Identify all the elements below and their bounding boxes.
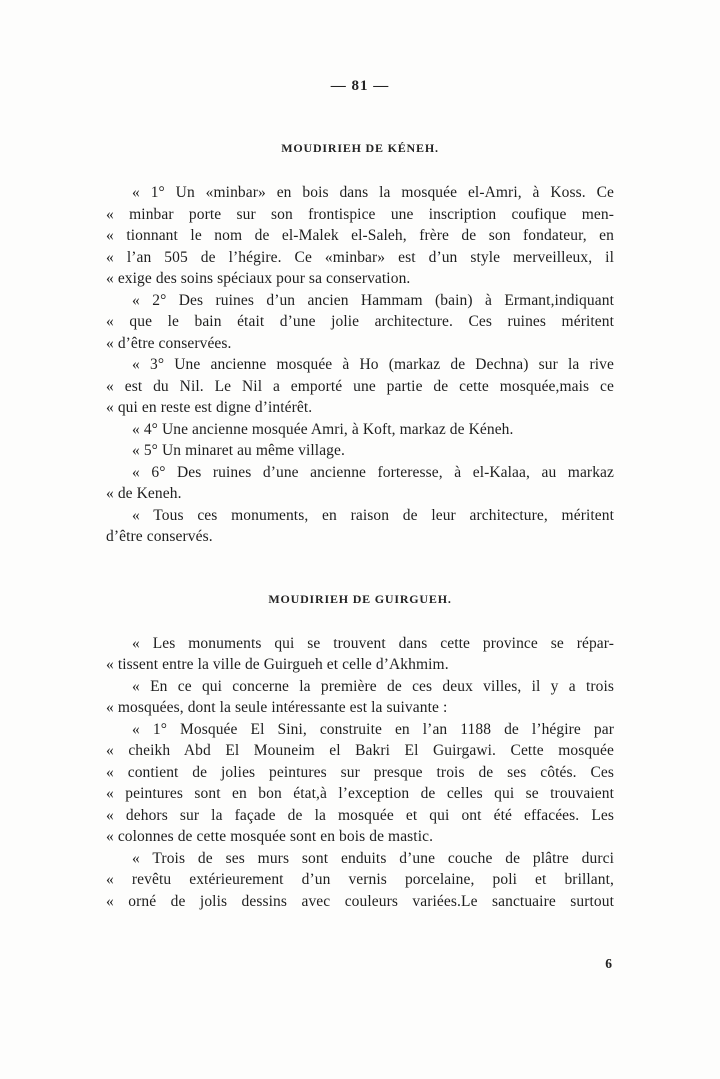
text-line: « tissent entre la ville de Guirgueh et celle d’Akhmim. (106, 656, 449, 673)
text-line: « d’être conservées. (106, 334, 232, 352)
text-line: « minbar porte sur son frontispice une inscription coufique men- (106, 205, 614, 223)
text-line: « l’an 505 de l’hégire. Ce «minbar» est d’un style merveilleux, il (106, 248, 614, 266)
text-line: « Trois de ses murs sont enduits d’une couche de plâtre durci (132, 849, 614, 867)
text-line: « tionnant le nom de el-Malek el-Saleh, frère de son fondateur, en (106, 227, 614, 244)
text-line: d’être conservés. (106, 528, 213, 545)
text-line: « cheikh Abd El Mouneim el Bakri El Guirgawi. Cette mosquée (106, 742, 614, 759)
section-heading: MOUDIRIEH DE KÉNEH. (281, 141, 439, 155)
text-line: « est du Nil. Le Nil a emporté une partie de cette mosquée,mais ce (106, 377, 614, 395)
section (106, 592, 614, 913)
text-line: « 5° Un minaret au même village. (132, 442, 345, 459)
text-line: « qui en reste est digne d’intérêt. (106, 399, 313, 416)
text-line: « 6° Des ruines d’une ancienne forteresse, à el-Kalaa, au markaz (132, 463, 614, 481)
text-line: « orné de jolis dessins avec couleurs variées.Le sanctuaire surtout (106, 892, 614, 910)
text-line: « 1° Un «minbar» en bois dans la mosquée el-Amri, à Koss. Ce (132, 184, 614, 201)
text-line: « colonnes de cette mosquée sont en bois de mastic. (106, 828, 434, 845)
text-line: « Tous ces monuments, en raison de leur architecture, méritent (132, 506, 614, 524)
sections (106, 141, 614, 912)
text-line: « 3° Une ancienne mosquée à Ho (markaz de Dechna) sur la rive (132, 356, 614, 373)
text-line: « 4° Une ancienne mosquée Amri, à Koft, markaz de Kéneh. (132, 420, 514, 438)
page-content (106, 78, 614, 972)
text-line: « revêtu extérieurement d’un vernis porcelaine, poli et brillant, (106, 871, 614, 888)
page-number: — 81 — (330, 78, 390, 94)
text-line: « exige des soins spéciaux pour sa conservation. (106, 270, 411, 287)
text-line: « 1° Mosquée El Sini, construite en l’an 1188 de l’hégire par (132, 720, 614, 738)
text-line: « En ce qui concerne la première de ces deux villes, il y a trois (132, 677, 614, 695)
signature-mark: 6 (605, 956, 612, 971)
text-line: « contient de jolies peintures sur presque trois de ses côtés. Ces (106, 763, 614, 781)
text-line: « peintures sont en bon état,à l’exception de celles qui se trouvaient (106, 785, 614, 802)
section-heading: MOUDIRIEH DE GUIRGUEH. (268, 591, 452, 606)
text-line: « 2° Des ruines d’un ancien Hammam (bain) à Ermant,indiquant (132, 291, 614, 309)
text-line: « de Keneh. (106, 485, 182, 502)
text-line: « mosquées, dont la seule intéressante est la suivante : (106, 699, 448, 716)
text-line: « que le bain était d’une jolie architecture. Ces ruines méritent (106, 313, 614, 330)
section (106, 141, 614, 548)
text-line: « Les monuments qui se trouvent dans cette province se répar- (132, 634, 614, 652)
text-line: « dehors sur la façade de la mosquée et qui ont été effacées. Les (106, 806, 614, 824)
